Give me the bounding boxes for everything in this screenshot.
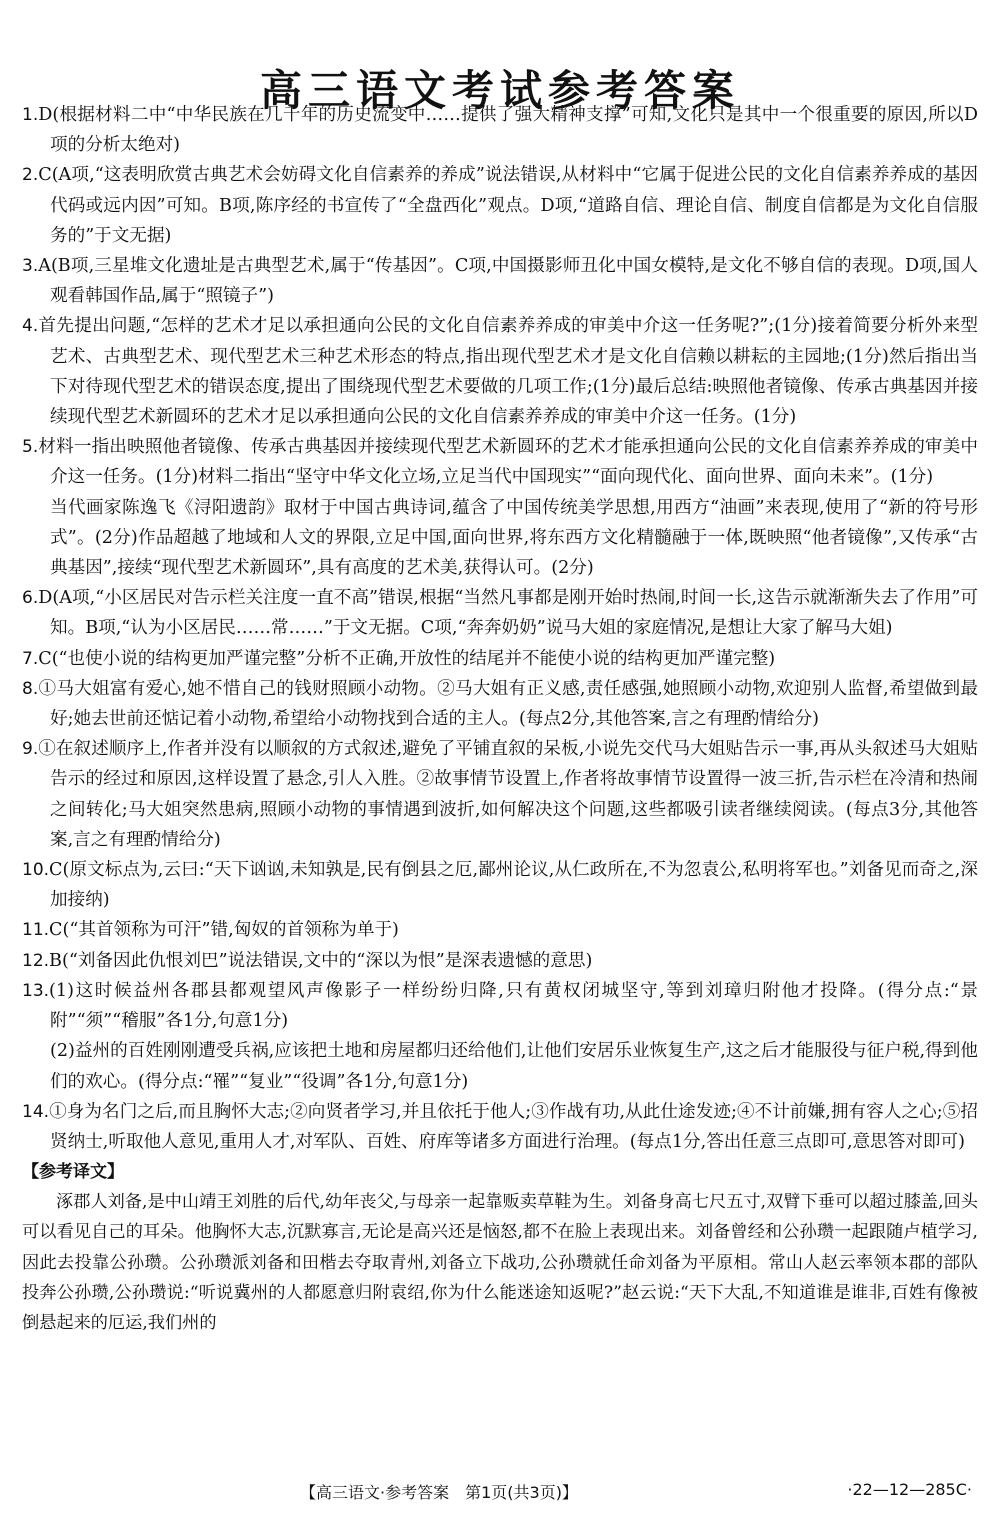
answer-number: 5. (22, 437, 39, 458)
answer-number: 12. (22, 950, 50, 971)
answer-text: (2)益州的百姓刚刚遭受兵祸,应该把土地和房屋都归还给他们,让他们安居乐业恢复生产,这之后才能服役与征户税,得到他们的欢心。(得分点:“罹”“复业”“役调”各1分,句意1分) (50, 1041, 978, 1092)
footer-page-info: 【高三语文·参考答案 第1页(共3页)】 (300, 1483, 578, 1502)
answer-text: C(“其首领称为可汗”错,匈奴的首领称为单于) (49, 920, 399, 941)
answer-text: ①在叙述顺序上,作者并没有以顺叙的方式叙述,避免了平铺直叙的呆板,小说先交代马大姐贴告示一事,再从头叙述马大姐贴告示的经过和原因,这样设置了悬念,引人入胜。②故事情节设置上,作者将故事情节设置得一波三折,告示栏在冷清和热闹之间转化;马大姐突然患病,照顾小动物的事情遇到波折,如何解决这个问题,这些都吸引读者继续阅读。(每点3分,其他答案,言之有理酌情给分) (38, 739, 978, 850)
answer-item (22, 915, 978, 945)
answer-text: 当代画家陈逸飞《浔阳遗韵》取材于中国古典诗词,蕴含了中国传统美学思想,用西方“油画”来表现,使用了“新的符号形式”。(2分)作品超越了地域和人文的界限,立足中国,面向世界,将东西方文化精髓融于一体,既映照“他者镜像”,又传承“古典基因”,接续“现代型艺术新圆环”,具有高度的艺术美,获得认可。(2分) (50, 497, 978, 579)
answer-item (22, 946, 978, 976)
answer-number: 10. (22, 860, 50, 881)
answer-item (22, 432, 978, 492)
answer-item (22, 583, 978, 643)
footer-exam-code: ·22—12—285C· (847, 1480, 972, 1499)
answer-text: C(原文标点为,云曰:“天下讻讻,未知孰是,民有倒县之厄,鄙州论议,从仁政所在,不为忽袁公,私明将军也。”刘备见而奇之,深加接纳) (49, 860, 978, 911)
answer-item (22, 976, 978, 1036)
answer-number: 13. (22, 980, 50, 1001)
answer-number: 1. (22, 105, 39, 125)
reference-translation-text: 涿郡人刘备,是中山靖王刘胜的后代,幼年丧父,与母亲一起靠贩卖草鞋为生。刘备身高七尺五寸,双臂下垂可以超过膝盖,回头可以看见自己的耳朵。他胸怀大志,沉默寡言,无论是高兴还是恼怒,都不在脸上表现出来。刘备曾经和公孙瓒一起跟随卢植学习,因此去投靠公孙瓒。公孙瓒派刘备和田楷去夺取青州,刘备立下战功,公孙瓒就任命刘备为平原相。常山人赵云率领本郡的部队投奔公孙瓒,公孙瓒说:“听说冀州的人都愿意归附袁绍,你为什么能迷途知返呢?”赵云说:“天下大乱,不知道谁是谁非,百姓有像被倒悬起来的厄运,我们州的 (22, 1192, 978, 1333)
answer-number: 7. (22, 648, 39, 669)
reference-translation-heading: 【参考译文】 (22, 1162, 124, 1183)
answer-item (22, 160, 978, 251)
answer-item (22, 311, 978, 432)
answer-item (22, 100, 978, 160)
answer-item (22, 734, 978, 855)
answer-number: 4. (22, 316, 39, 337)
answer-number: 9. (22, 739, 39, 760)
answer-text: (1)这时候益州各郡县都观望风声像影子一样纷纷归降,只有黄权闭城坚守,等到刘璋归附他才投降。(得分点:“景附”“须”“稽服”各1分,句意1分) (49, 980, 978, 1032)
answer-number: 11. (22, 920, 50, 941)
answer-item-continuation (22, 1036, 978, 1096)
answer-number: 6. (22, 588, 39, 609)
answer-text: D(A项,“小区居民对告示栏关注度一直不高”错误,根据“当然凡事都是刚开始时热闹,时间一长,这告示就渐渐失去了作用”可知。B项,“认为小区居民……常……”于文无据。C项,“奔奔奶奶”说马大姐的家庭情况,是想让大家了解马大姐) (38, 588, 978, 639)
answer-number: 8. (22, 678, 39, 699)
page-footer (0, 1478, 1000, 1508)
answer-item (22, 1097, 978, 1157)
answers-list (22, 100, 978, 1157)
answer-item-continuation (22, 493, 978, 584)
answer-text: C(A项,“这表明欣赏古典艺术会妨碍文化自信素养的养成”说法错误,从材料中“它属于促进公民的文化自信素养养成的基因代码或远内因”可知。B项,陈序经的书宣传了“全盘西化”观点。D项,“道路自信、理论自信、制度自信都是为文化自信服务的”于文无据) (38, 165, 978, 246)
page-title: 高三语文考试参考答案 (259, 66, 740, 115)
answer-text: ①身为名门之后,而且胸怀大志;②向贤者学习,并且依托于他人;③作战有功,从此仕途发迹;④不计前嫌,拥有容人之心;⑤招贤纳士,听取他人意见,重用人才,对军队、百姓、府库等诸多方面进行治理。(每点1分,答出任意三点即可,意思答对即可) (49, 1101, 978, 1152)
answer-text: C(“也使小说的结构更加严谨完整”分析不正确,开放性的结尾并不能使小说的结构更加严谨完整) (38, 648, 776, 669)
answer-number: 2. (22, 165, 39, 186)
answer-number: 3. (22, 256, 39, 277)
answer-text: ①马大姐富有爱心,她不惜自己的钱财照顾小动物。②马大姐有正义感,责任感强,她照顾小动物,欢迎别人监督,希望做到最好;她去世前还惦记着小动物,希望给小动物找到合适的主人。(每点2分,其他答案,言之有理酌情给分) (38, 678, 978, 730)
answer-item (22, 251, 978, 311)
answer-text: B(“刘备因此仇恨刘巴”说法错误,文中的“深以为恨”是深表遗憾的意思) (49, 950, 593, 971)
answer-number: 14. (22, 1101, 50, 1122)
answer-text: 材料一指出映照他者镜像、传承古典基因并接续现代型艺术新圆环的艺术才能承担通向公民的文化自信素养养成的审美中介这一任务。(1分)材料二指出“坚守中华文化立场,立足当代中国现实”“面向现代化、面向世界、面向未来”。(1分) (38, 437, 978, 488)
answer-item (22, 674, 978, 734)
answer-text: A(B项,三星堆文化遗址是古典型艺术,属于“传基因”。C项,中国摄影师丑化中国女模特,是文化不够自信的表现。D项,国人观看韩国作品,属于“照镜子”) (38, 256, 978, 307)
answer-text: D(根据材料二中“中华民族在几千年的历史流变中……提供了强大精神支撑”可知,文化只是其中一个很重要的原因,所以D项的分析太绝对) (38, 105, 978, 156)
answer-text: 首先提出问题,“怎样的艺术才足以承担通向公民的文化自信素养养成的审美中介这一任务呢?”;(1分)接着简要分析外来型艺术、古典型艺术、现代型艺术三种艺术形态的特点,指出现代型艺术才是文化自信赖以耕耘的主园地;(1分)然后指出当下对待现代型艺术的错误态度,提出了围绕现代型艺术要做的几项工作;(1分)最后总结:映照他者镜像、传承古典基因并接续现代型艺术新圆环的艺术才足以承担通向公民的文化自信素养养成的审美中介这一任务。(1分) (38, 316, 978, 428)
answer-item (22, 644, 978, 674)
answer-item (22, 855, 978, 915)
